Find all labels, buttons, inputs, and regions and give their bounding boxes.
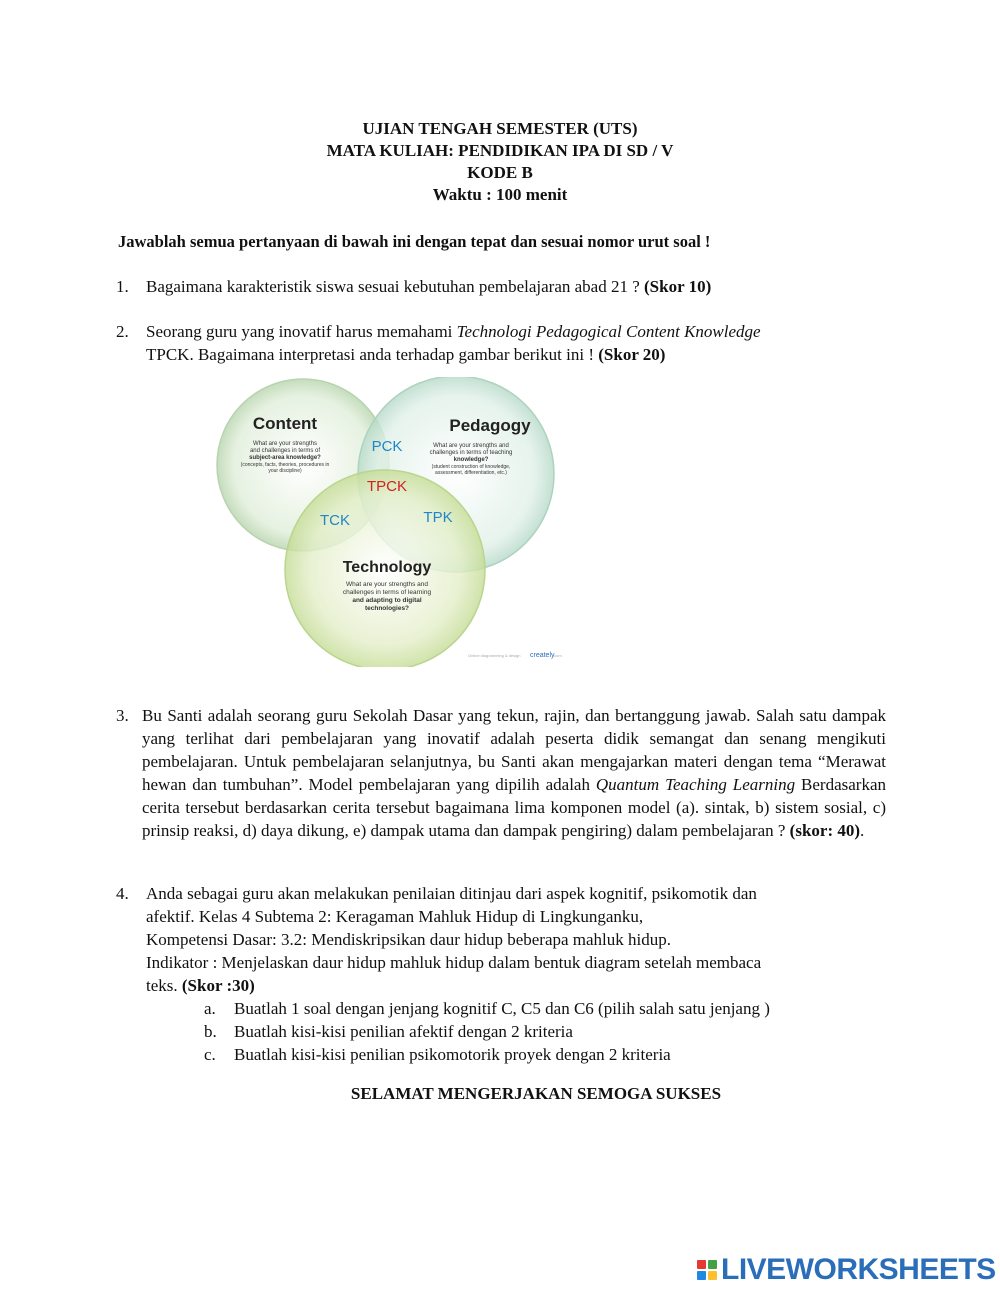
tpck-venn-diagram	[205, 377, 565, 667]
content-title: Content	[252, 414, 318, 433]
question-text-continued: TPCK. Bagaimana interpretasi anda terhadap gambar berikut ini !	[146, 345, 599, 364]
sub-question-text: Buatlah kisi-kisi penilian afektif dengan 2 kriteria	[234, 1022, 573, 1041]
question-text-line: afektif. Kelas 4 Subtema 2: Keragaman Mahluk Hidup di Lingkunganku,	[146, 907, 644, 926]
technology-desc-line: technologies?	[364, 605, 410, 612]
exam-title: UJIAN TENGAH SEMESTER (UTS)	[362, 119, 638, 138]
pedagogy-desc-line: What are your strengths and	[433, 443, 509, 449]
content-desc-line: subject-area knowledge?	[249, 455, 321, 461]
sub-question-label: c.	[204, 1045, 216, 1064]
logo-blocks-icon	[697, 1260, 717, 1280]
question-text-line: Kompetensi Dasar: 3.2: Mendiskripsikan daur hidup beberapa mahluk hidup.	[146, 930, 671, 949]
sub-question-item	[204, 1043, 876, 1066]
sub-question-text: Buatlah 1 soal dengan jenjang kognitif C, C5 dan C6 (pilih salah satu jenjang )	[234, 999, 770, 1018]
question-text-line: Indikator : Menjelaskan daur hidup mahluk hidup dalam bentuk diagram setelah membaca	[146, 953, 762, 972]
question-score: (Skor :30)	[181, 976, 255, 995]
sub-question-item	[204, 1020, 876, 1043]
question-4	[116, 882, 876, 1066]
logo-block	[697, 1271, 706, 1280]
question-text-line: teks.	[146, 976, 182, 995]
pck-label: PCK	[371, 438, 403, 455]
sub-question-label: b.	[204, 1022, 217, 1041]
tpk-label: TPK	[423, 509, 453, 526]
question-text-continued: Berdasarkan cerita tersebut berdasarkan cerita tersebut bagaimana lima komponen model (a). sintak, b) sistem sosial, c) prinsip reaksi, d) daya dikung, e) dampak utama dan dampak pengiring) dalam pembelajaran ?	[142, 775, 886, 840]
question-text-line: Anda sebagai guru akan melakukan penilaian ditinjau dari aspek kognitif, psikomotik dan	[146, 884, 757, 903]
course-title: MATA KULIAH: PENDIDIKAN IPA DI SD / V	[326, 141, 674, 160]
content-desc-line: and challenges in terms of	[249, 448, 321, 454]
question-number: 4.	[116, 884, 129, 903]
sub-question-item	[204, 997, 876, 1020]
logo-block	[708, 1260, 717, 1269]
pedagogy-desc-line: knowledge?	[453, 457, 489, 463]
sub-question-label: a.	[204, 999, 216, 1018]
question-score: (skor: 40)	[789, 821, 861, 840]
question-1	[116, 275, 856, 298]
question-text: Seorang guru yang inovatif harus memahami	[146, 322, 457, 341]
sub-question-text: Buatlah kisi-kisi penilian psikomotorik proyek dengan 2 kriteria	[234, 1045, 671, 1064]
technology-desc-line: and adapting to digital	[352, 597, 422, 604]
question-end-punct: .	[860, 821, 865, 840]
liveworksheets-logo	[697, 1252, 996, 1288]
logo-block	[708, 1271, 717, 1280]
question-score: (Skor 10)	[644, 277, 712, 296]
technology-title: Technology	[342, 559, 432, 576]
tck-label: TCK	[320, 512, 350, 529]
pedagogy-title: Pedagogy	[449, 416, 531, 435]
watermark-small-text: Online diagramming & design	[468, 653, 521, 658]
content-desc-line: your discipline)	[268, 468, 302, 474]
tpck-label: TPCK	[366, 478, 408, 495]
question-text: Bagaimana karakteristik siswa sesuai kebutuhan pembelajaran abad 21 ?	[146, 277, 645, 296]
sub-question-list	[204, 997, 876, 1066]
pedagogy-desc-line: assessment, differentiation, etc.)	[435, 470, 507, 476]
exam-duration: Waktu : 100 menit	[432, 185, 568, 204]
logo-block	[697, 1260, 706, 1269]
exam-code: KODE B	[467, 163, 533, 182]
question-italic-term: Quantum Teaching Learning	[595, 775, 796, 794]
question-score: (Skor 20)	[598, 345, 666, 364]
pedagogy-desc-line: (student construction of knowledge,	[431, 464, 511, 470]
instruction-text: Jawablah semua pertanyaan di bawah ini dengan tepat dan sesuai nomor urut soal !	[118, 232, 711, 251]
question-italic-term: Technologi Pedagogical Content Knowledge	[456, 322, 761, 341]
question-text: Bu Santi adalah seorang guru Sekolah Dasar yang tekun, rajin, dan bertanggung jawab. Salah satu dampak yang terlihat dari pembelajaran yang inovatif adalah peserta didik semangat dan senang mengikuti pembelajaran. Untuk pembelajaran selanjutnya, bu Santi akan mengajarkan materi dengan tema “Merawat hewan dan tumbuhan”. Model pembelajaran yang dipilih adalah	[142, 706, 886, 794]
creately-watermark	[468, 652, 562, 659]
closing-message: SELAMAT MENGERJAKAN SEMOGA SUKSES	[350, 1084, 722, 1103]
content-desc-line: (concepts, facts, theories, procedures in	[240, 462, 330, 468]
question-number: 2.	[116, 322, 129, 341]
exam-header	[0, 118, 1000, 206]
question-2	[116, 320, 876, 366]
technology-desc-line: What are your strengths and	[345, 581, 429, 588]
watermark-brand: creately	[530, 652, 555, 659]
content-desc-line: What are your strengths	[252, 441, 318, 447]
logo-text: LIVEWORKSHEETS	[721, 1253, 996, 1286]
question-number: 1.	[116, 277, 129, 296]
pedagogy-desc-line: challenges in terms of teaching	[429, 450, 513, 456]
question-number: 3.	[116, 706, 129, 725]
question-3	[116, 704, 886, 842]
watermark-suffix: .com	[553, 653, 562, 658]
technology-desc-line: challenges in terms of learning	[342, 589, 432, 596]
